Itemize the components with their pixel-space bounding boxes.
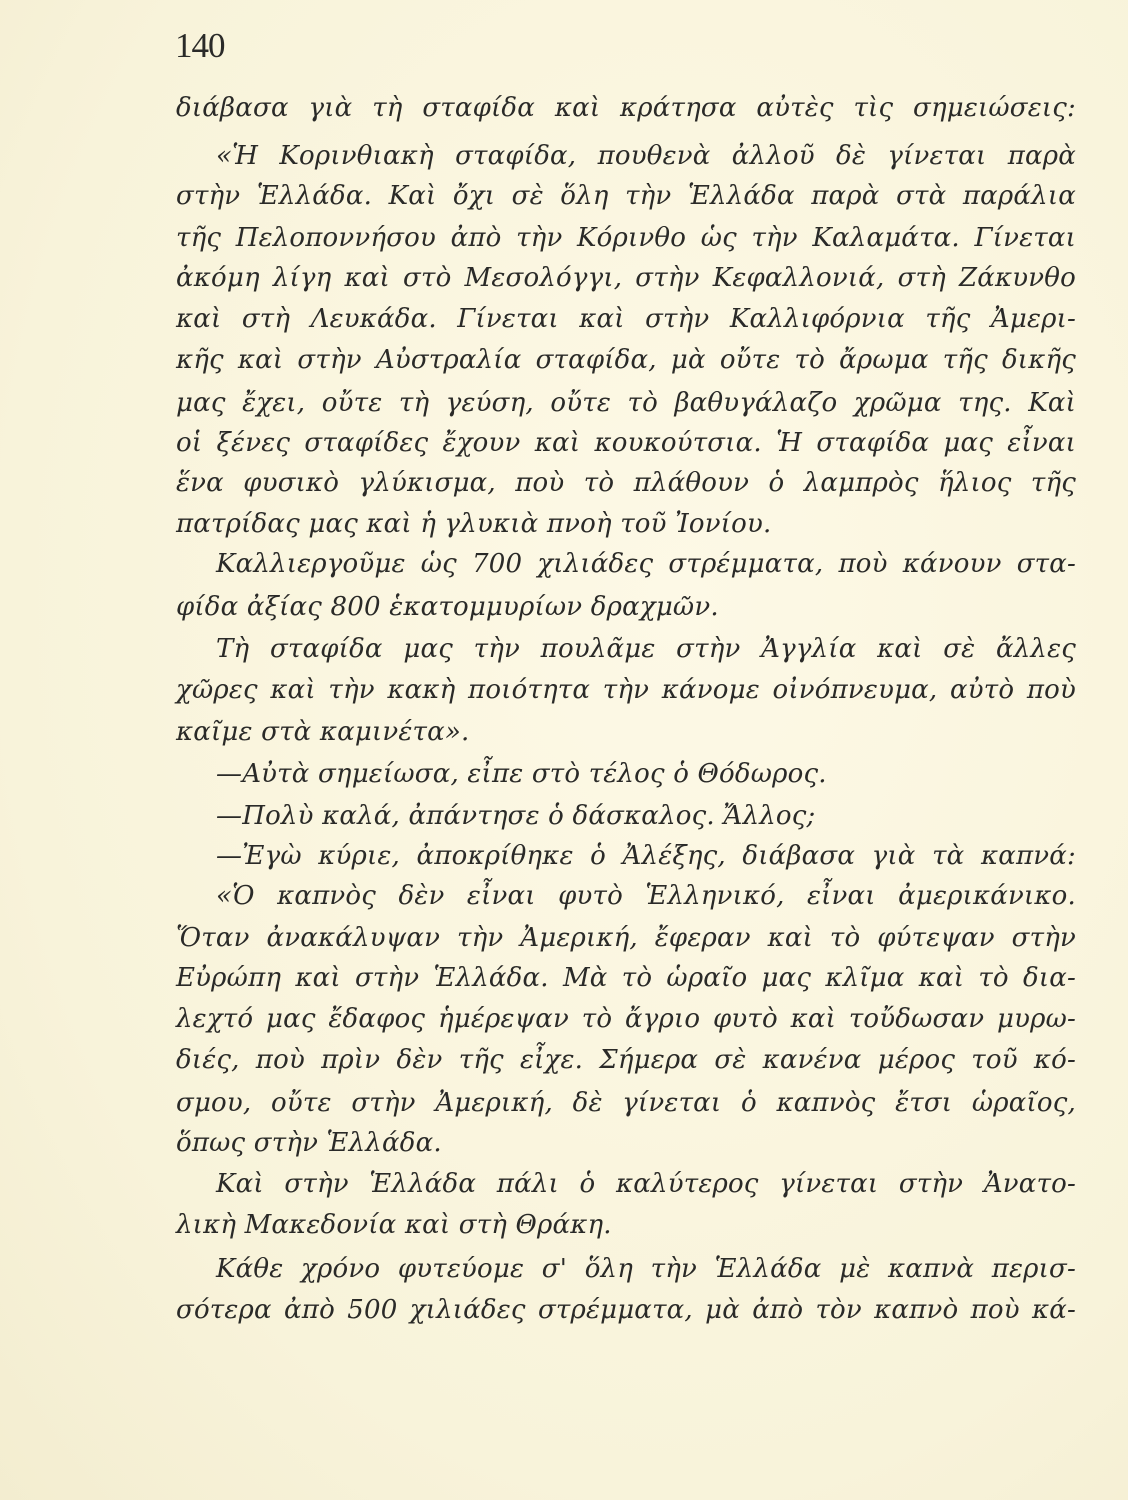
text-line: «Ὁ καπνὸς δὲν εἶναι φυτὸ Ἑλληνικό, εἶναι ἀμερικάνικο. bbox=[216, 881, 1076, 911]
text-line: «Ἡ Κορινθιακὴ σταφίδα, πουθενὰ ἀλλοῦ δὲ γίνεται παρὰ bbox=[216, 141, 1076, 171]
text-line: χῶρες καὶ τὴν κακὴ ποιότητα τὴν κάνομε οἰνόπνευμα, αὐτὸ ποὺ bbox=[176, 675, 1076, 705]
page-number: 140 bbox=[175, 26, 225, 65]
text-line: στὴν Ἑλλάδα. Καὶ ὄχι σὲ ὅλη τὴν Ἑλλάδα παρὰ στὰ παράλια bbox=[176, 181, 1076, 211]
text-line: οἱ ξένες σταφίδες ἔχουν καὶ κουκούτσια. Ἡ σταφίδα μας εἶναι bbox=[176, 428, 1076, 458]
text-line: καὶ στὴ Λευκάδα. Γίνεται καὶ στὴν Καλλιφόρνια τῆς Ἀμερι- bbox=[176, 304, 1076, 334]
text-line: ἀκόμη λίγη καὶ στὸ Μεσολόγγι, στὴν Κεφαλλονιά, στὴ Ζάκυνθο bbox=[176, 263, 1076, 293]
text-line: διάβασα γιὰ τὴ σταφίδα καὶ κράτησα αὐτὲς τὶς σημειώσεις: bbox=[176, 93, 1076, 123]
text-line: φίδα ἀξίας 800 ἑκατομμυρίων δραχμῶν. bbox=[176, 592, 719, 622]
text-line: Τὴ σταφίδα μας τὴν πουλᾶμε στὴν Ἀγγλία καὶ σὲ ἄλλες bbox=[216, 634, 1076, 664]
text-line: κῆς καὶ στὴν Αὐστραλία σταφίδα, μὰ οὔτε τὸ ἄρωμα τῆς δικῆς bbox=[176, 345, 1076, 375]
text-line: ἕνα φυσικὸ γλύκισμα, ποὺ τὸ πλάθουν ὁ λαμπρὸς ἥλιος τῆς bbox=[176, 468, 1076, 498]
text-line: —Πολὺ καλά, ἀπάντησε ὁ δάσκαλος. Ἄλλος; bbox=[216, 801, 816, 831]
text-line: σμου, οὔτε στὴν Ἀμερική, δὲ γίνεται ὁ καπνὸς ἔτσι ὡραῖος, bbox=[176, 1088, 1076, 1118]
text-line: Ὅταν ἀνακάλυψαν τὴν Ἀμερική, ἔφεραν καὶ τὸ φύτεψαν στὴν bbox=[176, 923, 1076, 953]
text-line: Καλλιεργοῦμε ὡς 700 χιλιάδες στρέμματα, ποὺ κάνουν στα- bbox=[216, 549, 1076, 579]
text-line: λεχτό μας ἔδαφος ἡμέρεψαν τὸ ἄγριο φυτὸ καὶ τοὔδωσαν μυρω- bbox=[176, 1004, 1076, 1034]
text-line: καῖμε στὰ καμινέτα». bbox=[176, 717, 470, 747]
text-line: διές, ποὺ πρὶν δὲν τῆς εἶχε. Σήμερα σὲ κανένα μέρος τοῦ κό- bbox=[176, 1045, 1076, 1075]
text-line: τῆς Πελοποννήσου ἀπὸ τὴν Κόρινθο ὡς τὴν Καλαμάτα. Γίνεται bbox=[176, 223, 1076, 253]
text-line: σότερα ἀπὸ 500 χιλιάδες στρέμματα, μὰ ἀπὸ τὸν καπνὸ ποὺ κά- bbox=[176, 1295, 1076, 1325]
text-line: πατρίδας μας καὶ ἡ γλυκιὰ πνοὴ τοῦ Ἰονίου. bbox=[176, 509, 772, 539]
text-line: Κάθε χρόνο φυτεύομε σ' ὅλη τὴν Ἑλλάδα μὲ καπνὰ περισ- bbox=[216, 1254, 1076, 1284]
text-line: ὅπως στὴν Ἑλλάδα. bbox=[176, 1128, 442, 1158]
text-line: μας ἔχει, οὔτε τὴ γεύση, οὔτε τὸ βαθυγάλαζο χρῶμα της. Καὶ bbox=[176, 388, 1076, 418]
text-line: Καὶ στὴν Ἑλλάδα πάλι ὁ καλύτερος γίνεται στὴν Ἀνατο- bbox=[216, 1169, 1076, 1199]
text-line: —Ἐγὼ κύριε, ἀποκρίθηκε ὁ Ἀλέξης, διάβασα γιὰ τὰ καπνά: bbox=[216, 841, 1076, 871]
text-line: —Αὐτὰ σημείωσα, εἶπε στὸ τέλος ὁ Θόδωρος. bbox=[216, 759, 827, 789]
text-line: Εὐρώπη καὶ στὴν Ἑλλάδα. Μὰ τὸ ὡραῖο μας κλῖμα καὶ τὸ δια- bbox=[176, 963, 1076, 993]
text-line: λικὴ Μακεδονία καὶ στὴ Θράκη. bbox=[176, 1210, 612, 1240]
